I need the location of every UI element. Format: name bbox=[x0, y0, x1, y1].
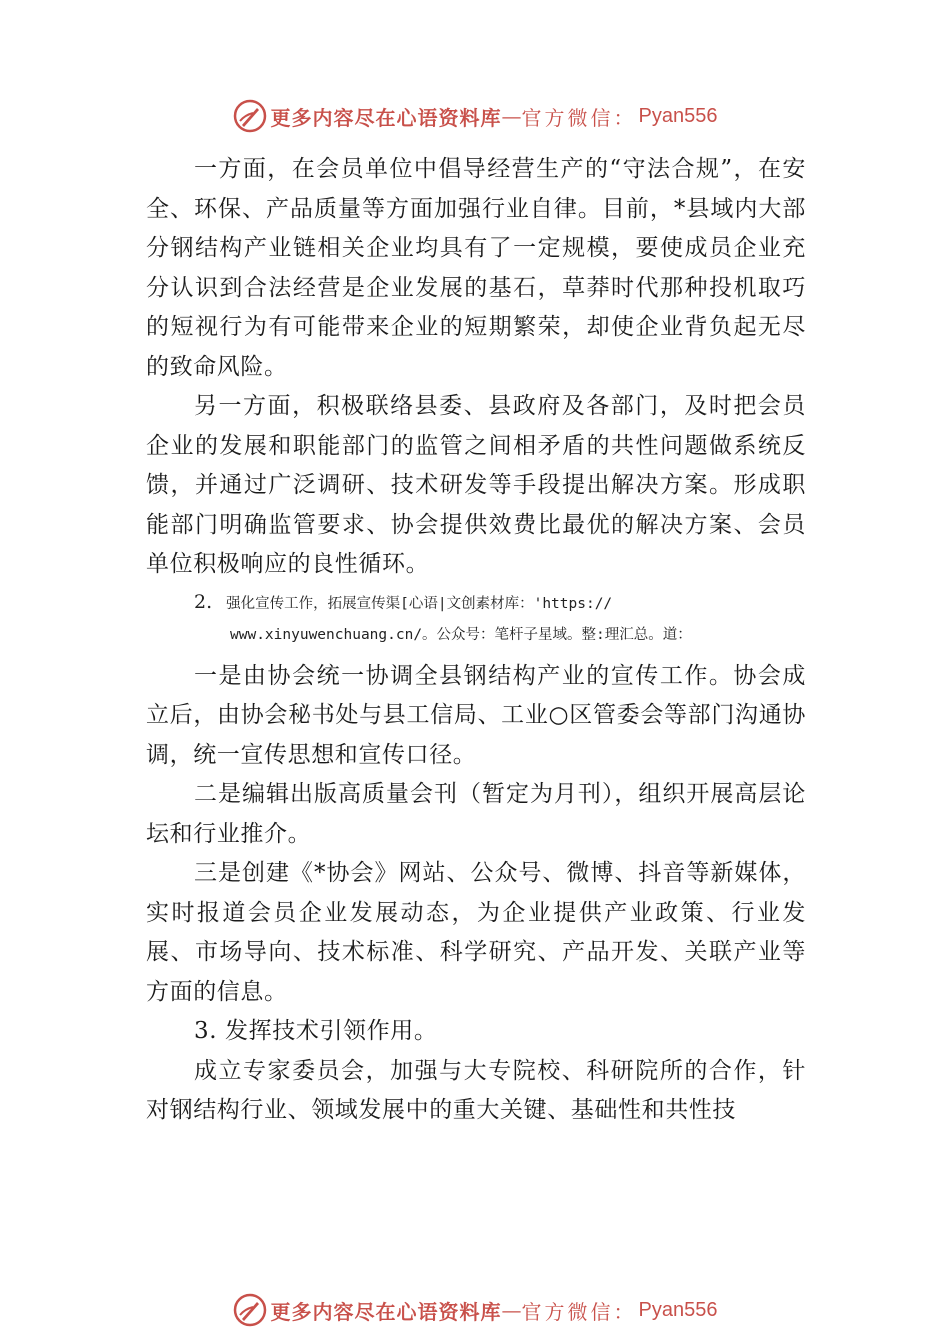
banner-title: 更多内容尽在心语资料库 bbox=[270, 105, 502, 130]
paragraph-compliance: 一方面，在会员单位中倡导经营生产的“守法合规”，在安全、环保、产品质量等方面加强行业自律。目前，*县域内大部分钢结构产业链相关企业均具有了一定规模，要使成员企业充分认识到合法经营是企业发展的基石，草莽时代那种投机取巧的短视行为有可能带来企业的短期繁荣，却使企业背负起无尽的致命风险。 bbox=[146, 156, 806, 380]
banner-wechat-label: 官方微信： bbox=[521, 1299, 637, 1324]
banner-wechat-label: 官方微信： bbox=[521, 105, 637, 130]
paragraph-liaison: 另一方面，积极联络县委、县政府及各部门，及时把会员企业的发展和职能部门的监管之间相矛盾的共性问题做系统反馈，并通过广泛调研、技术研发等手段提出解决方案。形成职能部门明确监管要求、协会提供效费比最优的解决方案、会员单位积极响应的良性循环。 bbox=[146, 393, 806, 577]
quill-pen-logo-icon bbox=[233, 99, 267, 133]
header-banner bbox=[0, 96, 950, 136]
banner-wechat-id: Pyan556 bbox=[638, 1298, 718, 1321]
banner-wechat-id: Pyan556 bbox=[638, 104, 718, 127]
paragraph-coordination: 一是由协会统一协调全县钢结构产业的宣传工作。协会成立后，由协会秘书处与县工信局、工业○区管委会等部门沟通协调，统一宣传思想和宣传口径。 bbox=[146, 662, 806, 768]
banner-separator: — bbox=[501, 1298, 522, 1322]
quill-pen-logo-icon bbox=[233, 1293, 267, 1327]
banner-title: 更多内容尽在心语资料库 bbox=[270, 1299, 502, 1324]
list-item-2-line1: 强化宣传工作，拓展宣传渠[心语|文创素材库：'https:// bbox=[226, 595, 613, 612]
list-item-number: 2. bbox=[194, 590, 213, 613]
banner-separator: — bbox=[501, 104, 522, 128]
document-body bbox=[146, 150, 806, 1131]
paragraph-expert-committee: 成立专家委员会，加强与大专院校、科研院所的合作，针对钢结构行业、领域发展中的重大关键、基础性和共性技 bbox=[146, 1057, 806, 1123]
list-item-2 bbox=[146, 587, 806, 651]
footer-banner bbox=[0, 1290, 950, 1330]
paragraph-journal: 二是编辑出版高质量会刊（暂定为月刊），组织开展高层论坛和行业推介。 bbox=[146, 781, 806, 847]
list-item-3: 3. 发挥技术引领作用。 bbox=[194, 1018, 438, 1044]
paragraph-new-media: 三是创建《*协会》网站、公众号、微博、抖音等新媒体，实时报道会员企业发展动态，为企业提供产业政策、行业发展、市场导向、技术标准、科学研究、产品开发、关联产业等方面的信息。 bbox=[146, 860, 806, 1005]
list-item-2-line2: www.xinyuwenchuang.cn/。公众号：笔杆子星域。整:理汇总。道： bbox=[230, 626, 692, 643]
